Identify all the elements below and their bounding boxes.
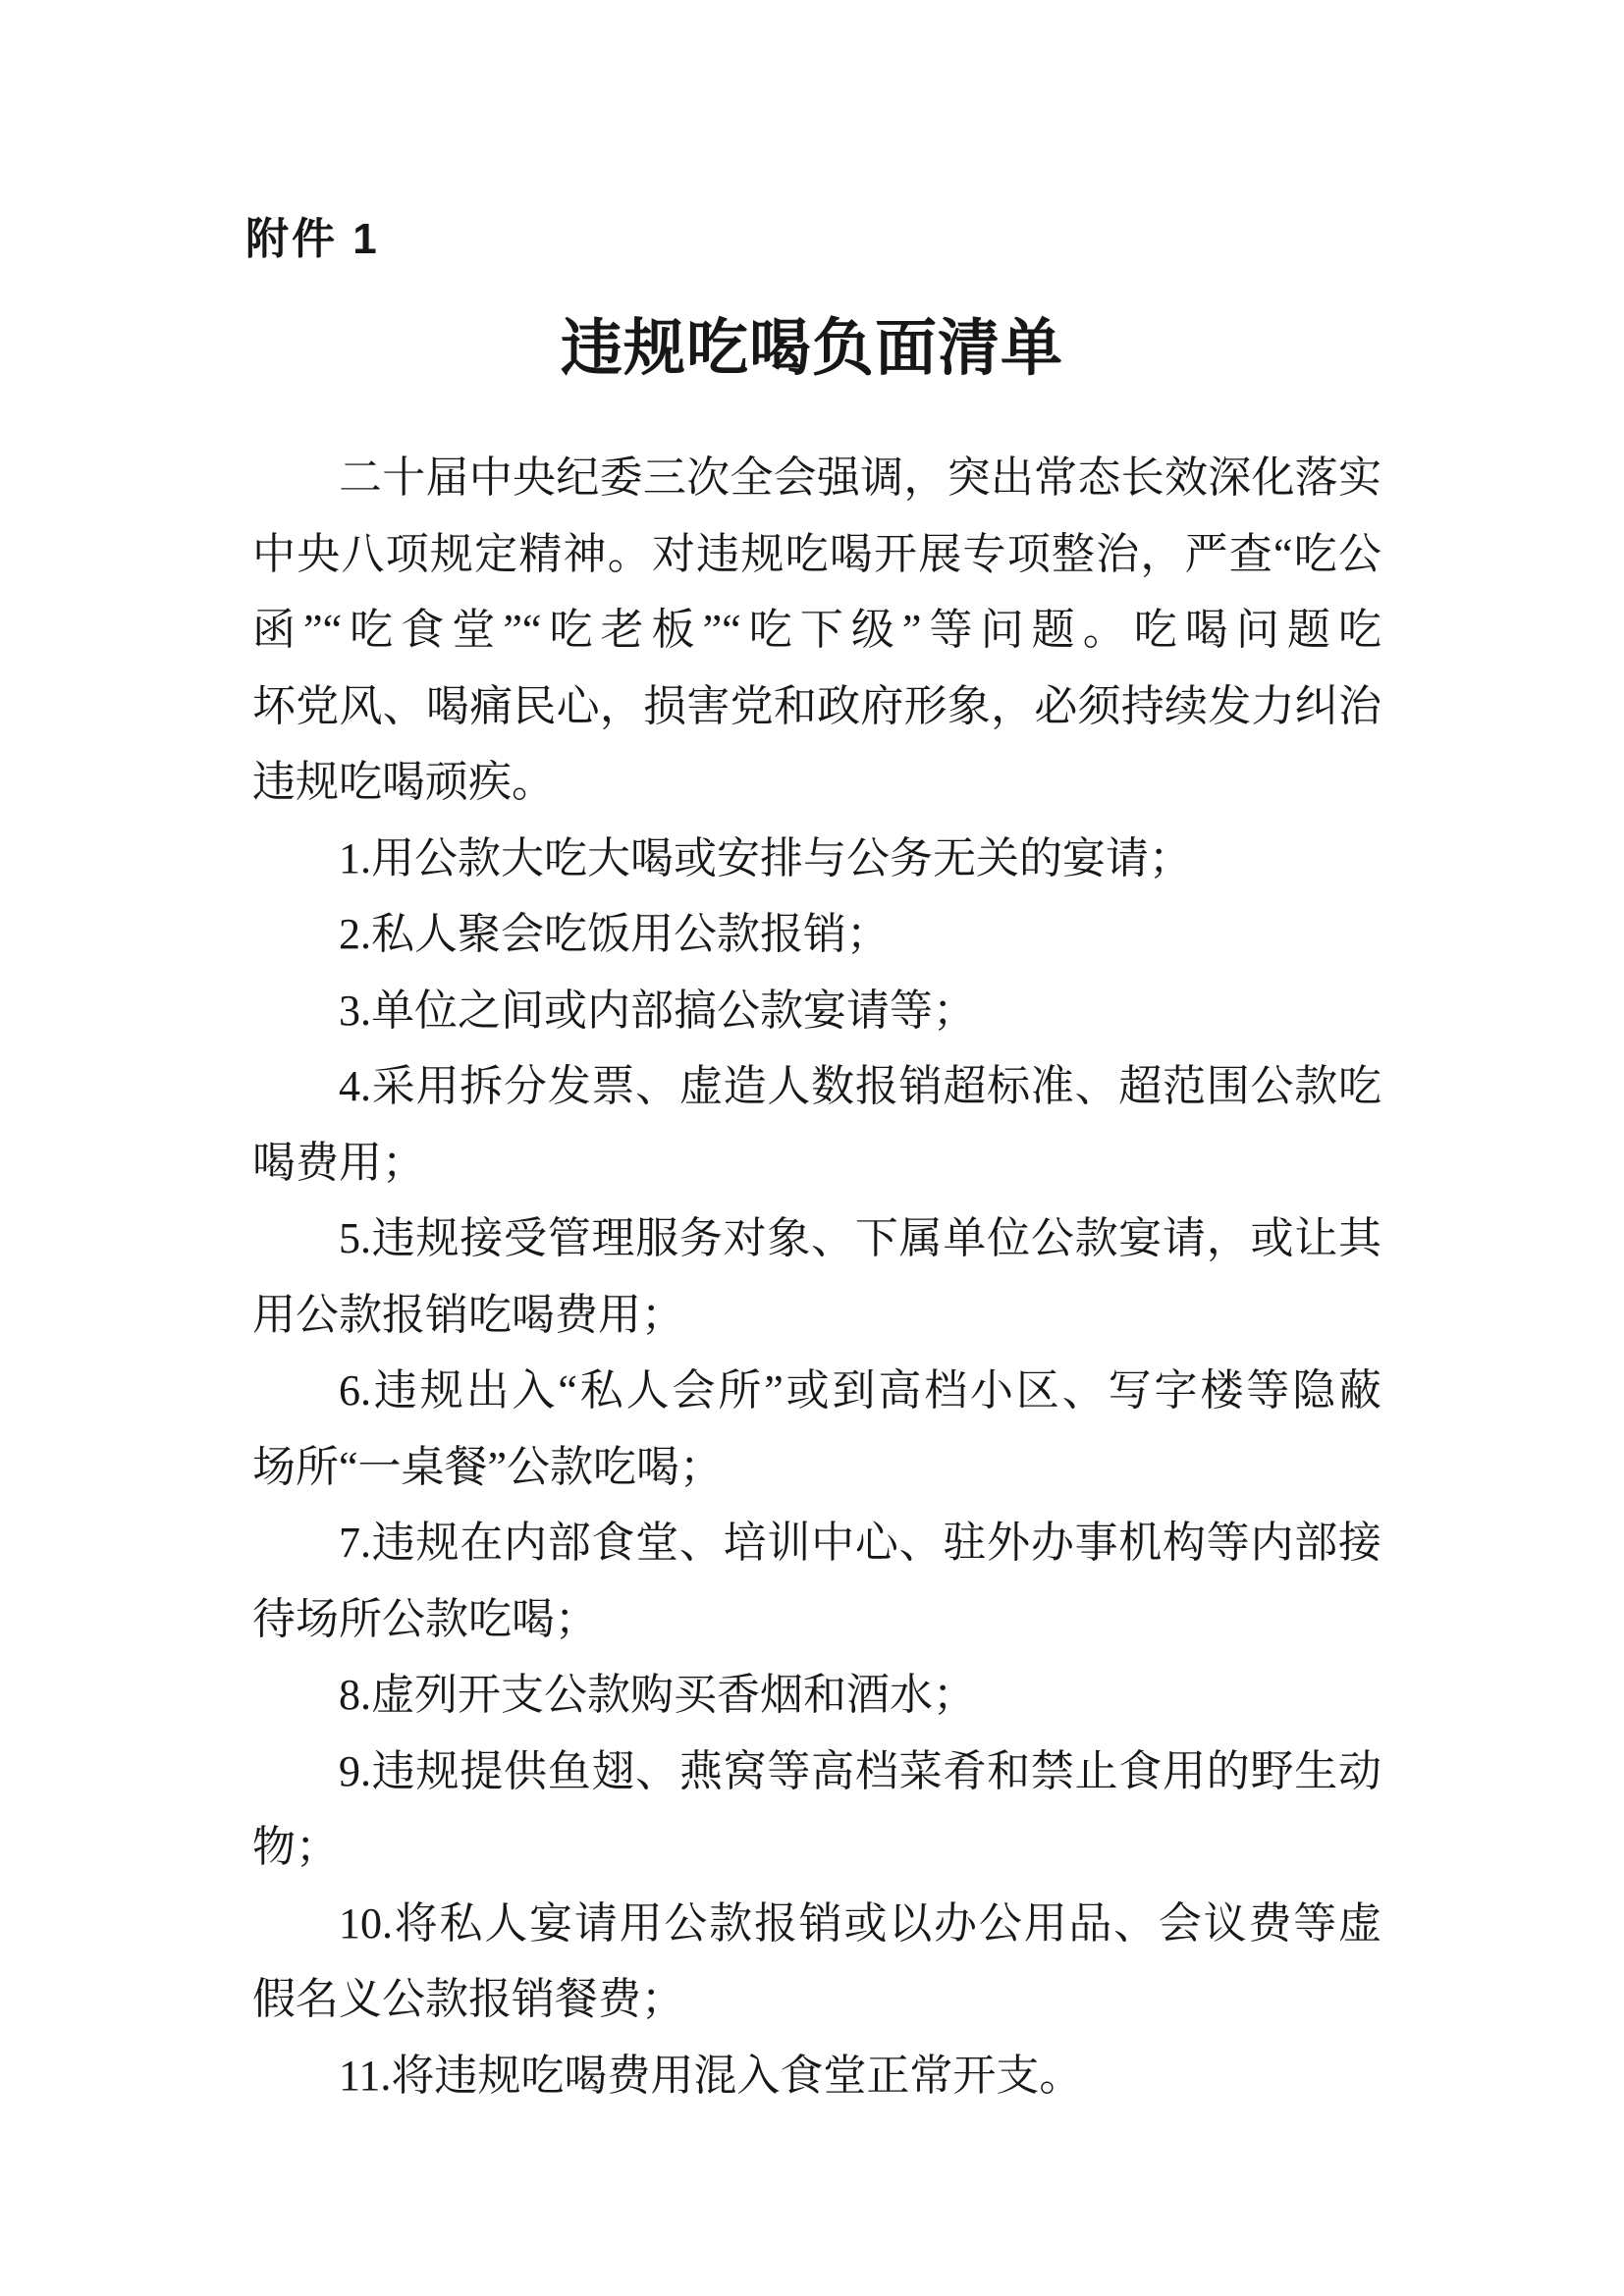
body-line: 10.将私人宴请用公款报销或以办公用品、会议费等虚 [339,1898,1381,1948]
body-line: 8.虚列开支公款购买香烟和酒水； [339,1671,976,1719]
body-line: 喝费用； [252,1138,425,1187]
document-body [252,440,1381,2113]
body-line: 9.违规提供鱼翅、燕窝等高档菜肴和禁止食用的野生动 [339,1746,1381,1795]
body-line: 违规吃喝顽疾。 [252,758,555,806]
body-line: 4.采用拆分发票、虚造人数报销超标准、超范围公款吃 [339,1062,1381,1110]
attachment-label: 附件 1 [245,215,380,263]
body-line: 物； [252,1823,339,1871]
body-line: 6.违规出入“私人会所”或到高档小区、写字楼等隐蔽 [339,1366,1381,1415]
body-line: 用公款报销吃喝费用； [252,1290,684,1339]
body-line: 1.用公款大吃大喝或安排与公务无关的宴请； [339,833,1192,882]
body-line: 中央八项规定精神。对违规吃喝开展专项整治，严查“吃公 [252,529,1381,578]
body-line: 场所“一桌餐”公款吃喝； [252,1442,724,1491]
body-line: 7.违规在内部食堂、培训中心、驻外办事机构等内部接 [339,1519,1381,1567]
document-title: 违规吃喝负面清单 [561,314,1063,383]
body-line: 坏党风、喝痛民心，损害党和政府形象，必须持续发力纠治 [252,681,1381,730]
body-line: 11.将违规吃喝费用混入食堂正常开支。 [339,2051,1083,2100]
body-line: 2.私人聚会吃饭用公款报销； [339,910,890,958]
body-line: 5.违规接受管理服务对象、下属单位公款宴请，或让其 [339,1214,1381,1262]
body-line: 3.单位之间或内部搞公款宴请等； [339,986,976,1035]
body-line: 二十届中央纪委三次全会强调，突出常态长效深化落实 [339,454,1381,502]
body-line: 待场所公款吃喝； [252,1594,598,1643]
body-line: 函”“吃食堂”“吃老板”“吃下级”等问题。吃喝问题吃 [252,606,1381,654]
body-line: 假名义公款报销餐费； [252,1975,684,2023]
